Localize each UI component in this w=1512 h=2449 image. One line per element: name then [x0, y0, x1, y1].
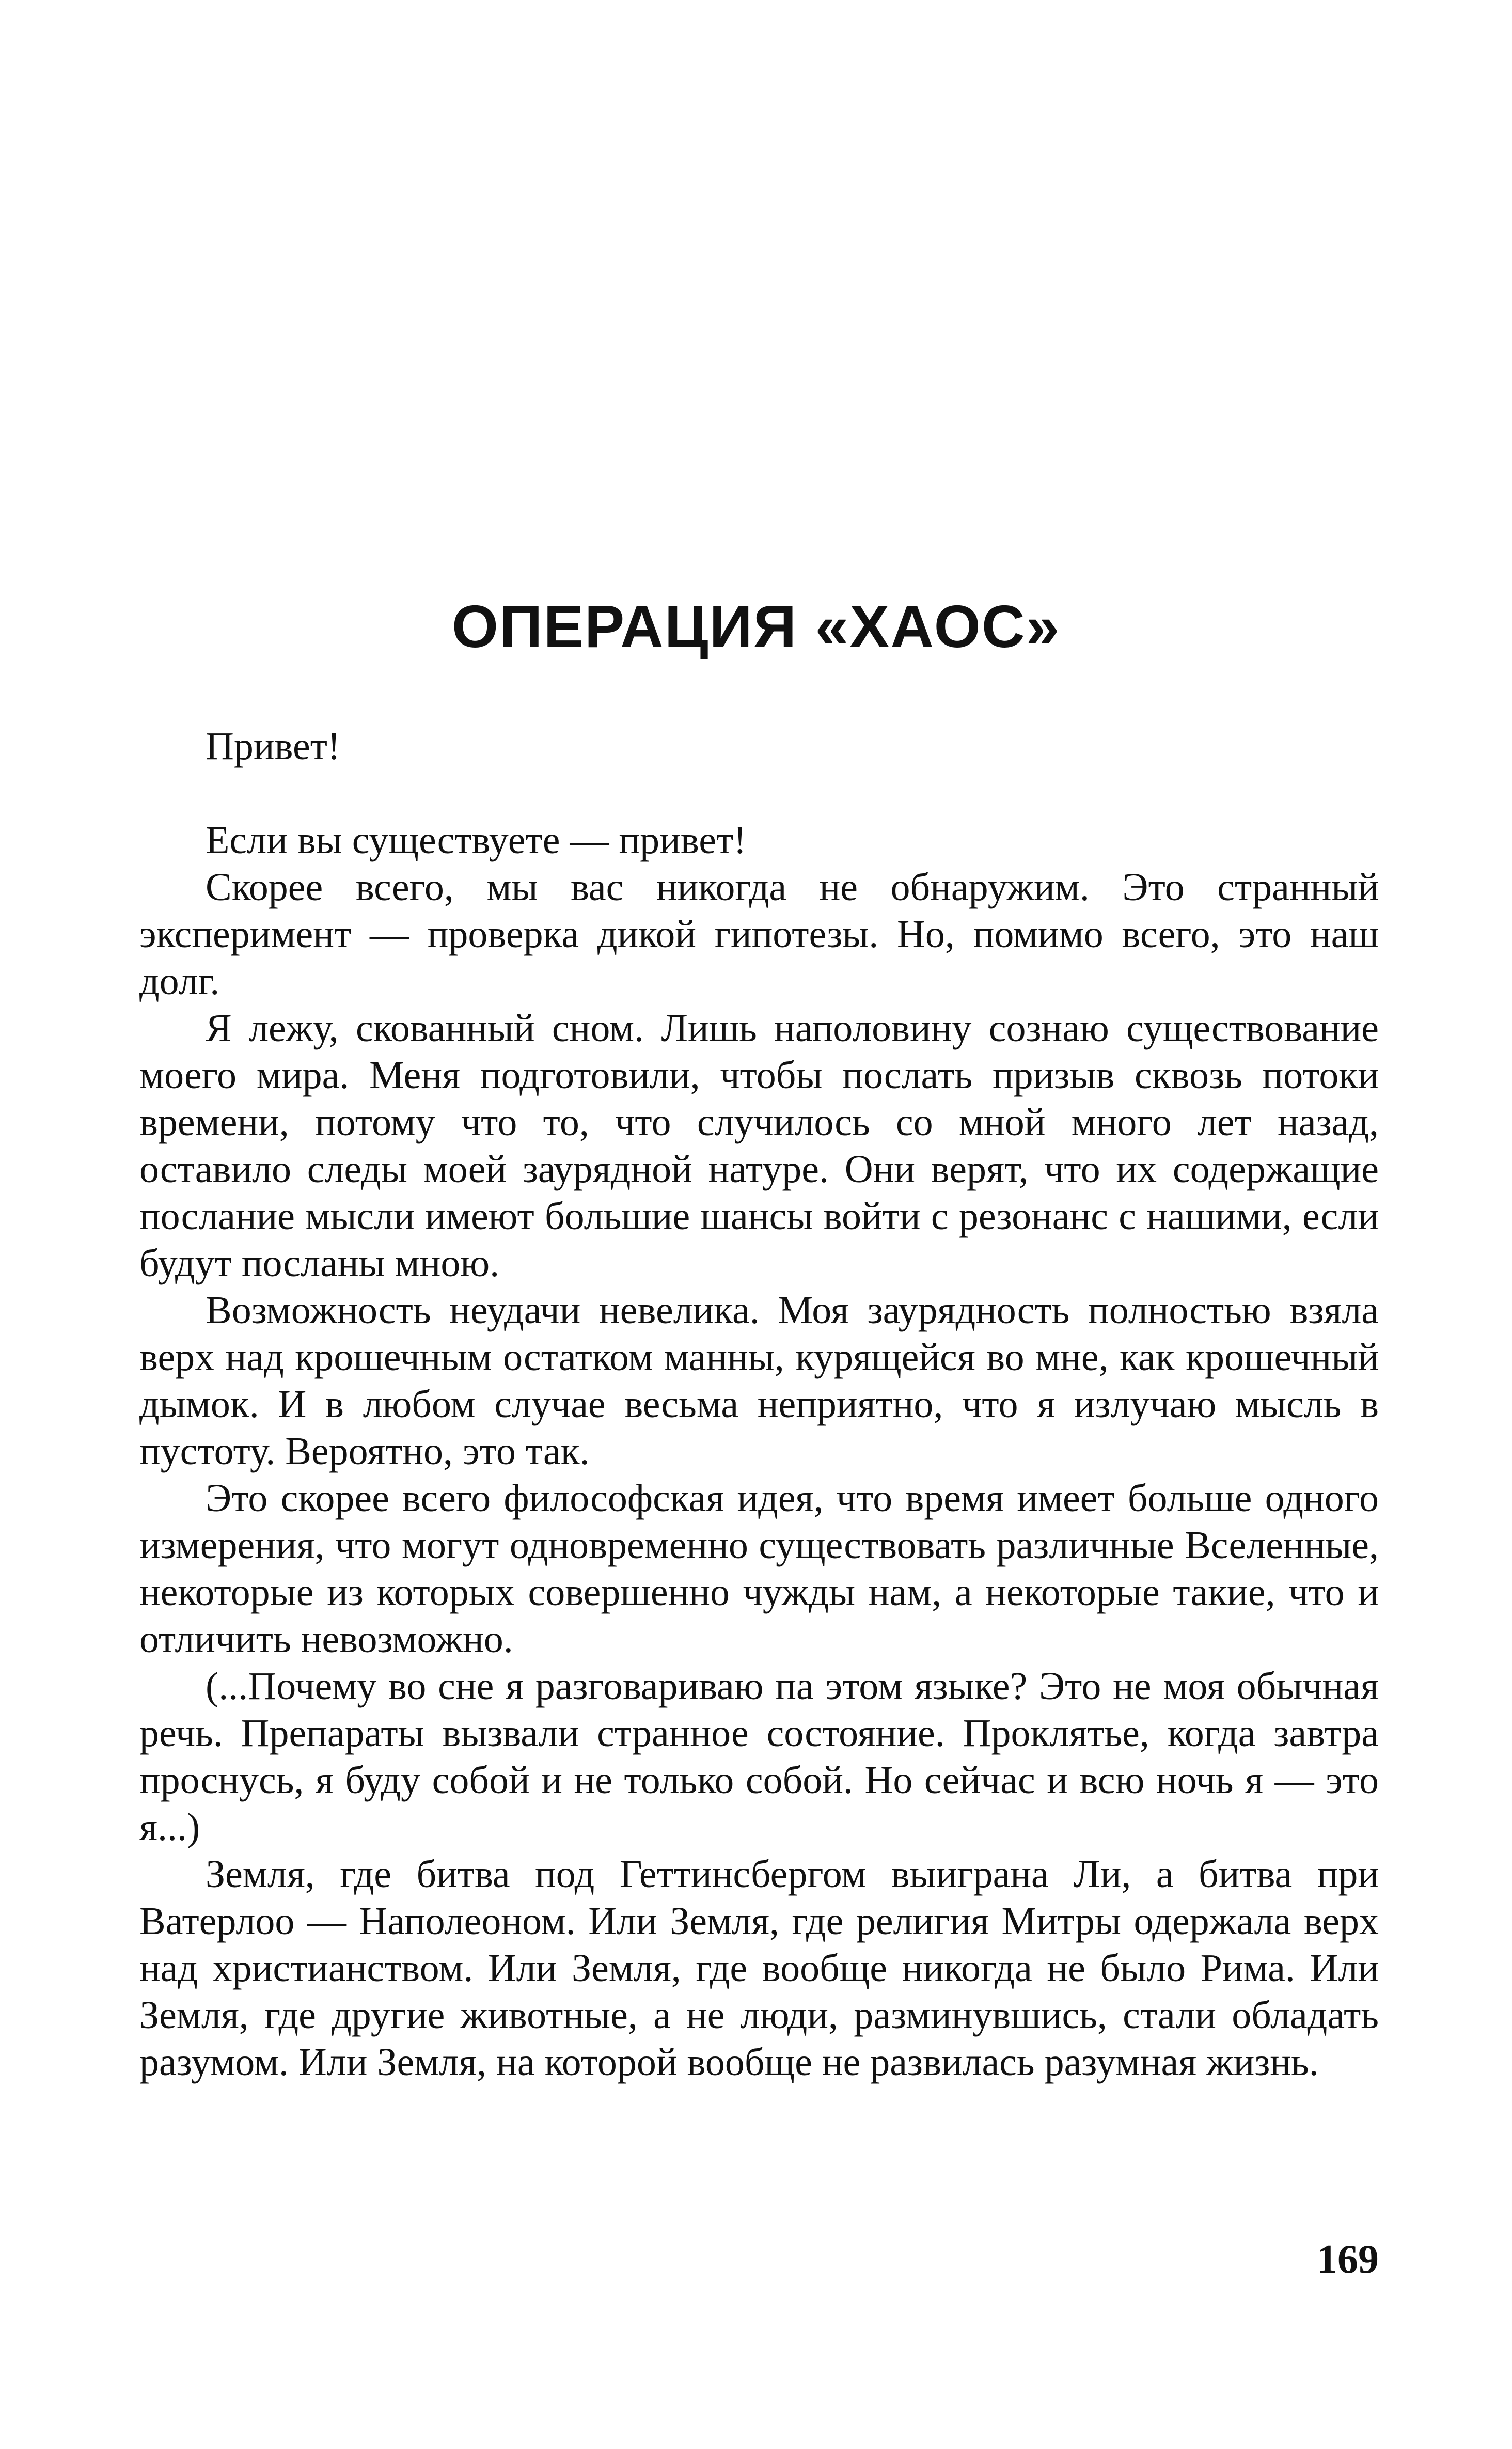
paragraph: Это скорее всего философская идея, что время имеет больше одного измерения, что могут одновременно существовать различные Вселенные, некоторые из которых совершенно чужды нам, а некоторые такие, что и отличить невозможно.: [139, 1477, 1379, 1661]
paragraph-greeting: Привет!: [206, 725, 341, 768]
paragraph: (...Почему во сне я разговариваю па этом языке? Это не моя обычная речь. Препараты вызвали странное состояние. Проклятье, когда завтра проснусь, я буду собой и не только собой. Но сейчас и всю ночь я — это я...): [139, 1665, 1379, 1849]
paragraph: Земля, где битва под Геттинсбергом выиграна Ли, а битва при Ватерлоо — Наполеоном. Или Земля, где религия Митры одержала верх над христианством. Или Земля, где вообще никогда не было Рима. Или Земля, где другие животные, а не люди, разминувшись, стали обладать разумом. Или Земля, на которой вообще не развилась разумная жизнь.: [139, 1853, 1379, 2084]
paragraph: Я лежу, скованный сном. Лишь наполовину сознаю существование моего мира. Меня подготовили, чтобы послать призыв сквозь потоки времени, потому что то, что случилось со мной много лет назад, оставило следы моей заурядной натуре. Они верят, что их содержащие послание мысли имеют большие шансы войти с резонанс с нашими, если будут посланы мною.: [139, 1007, 1379, 1285]
chapter-title: ОПЕРАЦИЯ «ХАОС»: [451, 593, 1061, 660]
paragraph: Если вы существуете — привет!: [206, 819, 747, 862]
paragraph: Скорее всего, мы вас никогда не обнаружим. Это странный эксперимент — проверка дикой гипотезы. Но, помимо всего, это наш долг.: [139, 866, 1379, 1003]
paragraph: Возможность неудачи невелика. Моя заурядность полностью взяла верх над крошечным остатком манны, курящейся во мне, как крошечный дымок. И в любом случае весьма неприятно, что я излучаю мысль в пустоту. Вероятно, это так.: [139, 1289, 1379, 1473]
page-number: 169: [1317, 2237, 1379, 2282]
chapter-body: [139, 723, 1379, 2086]
